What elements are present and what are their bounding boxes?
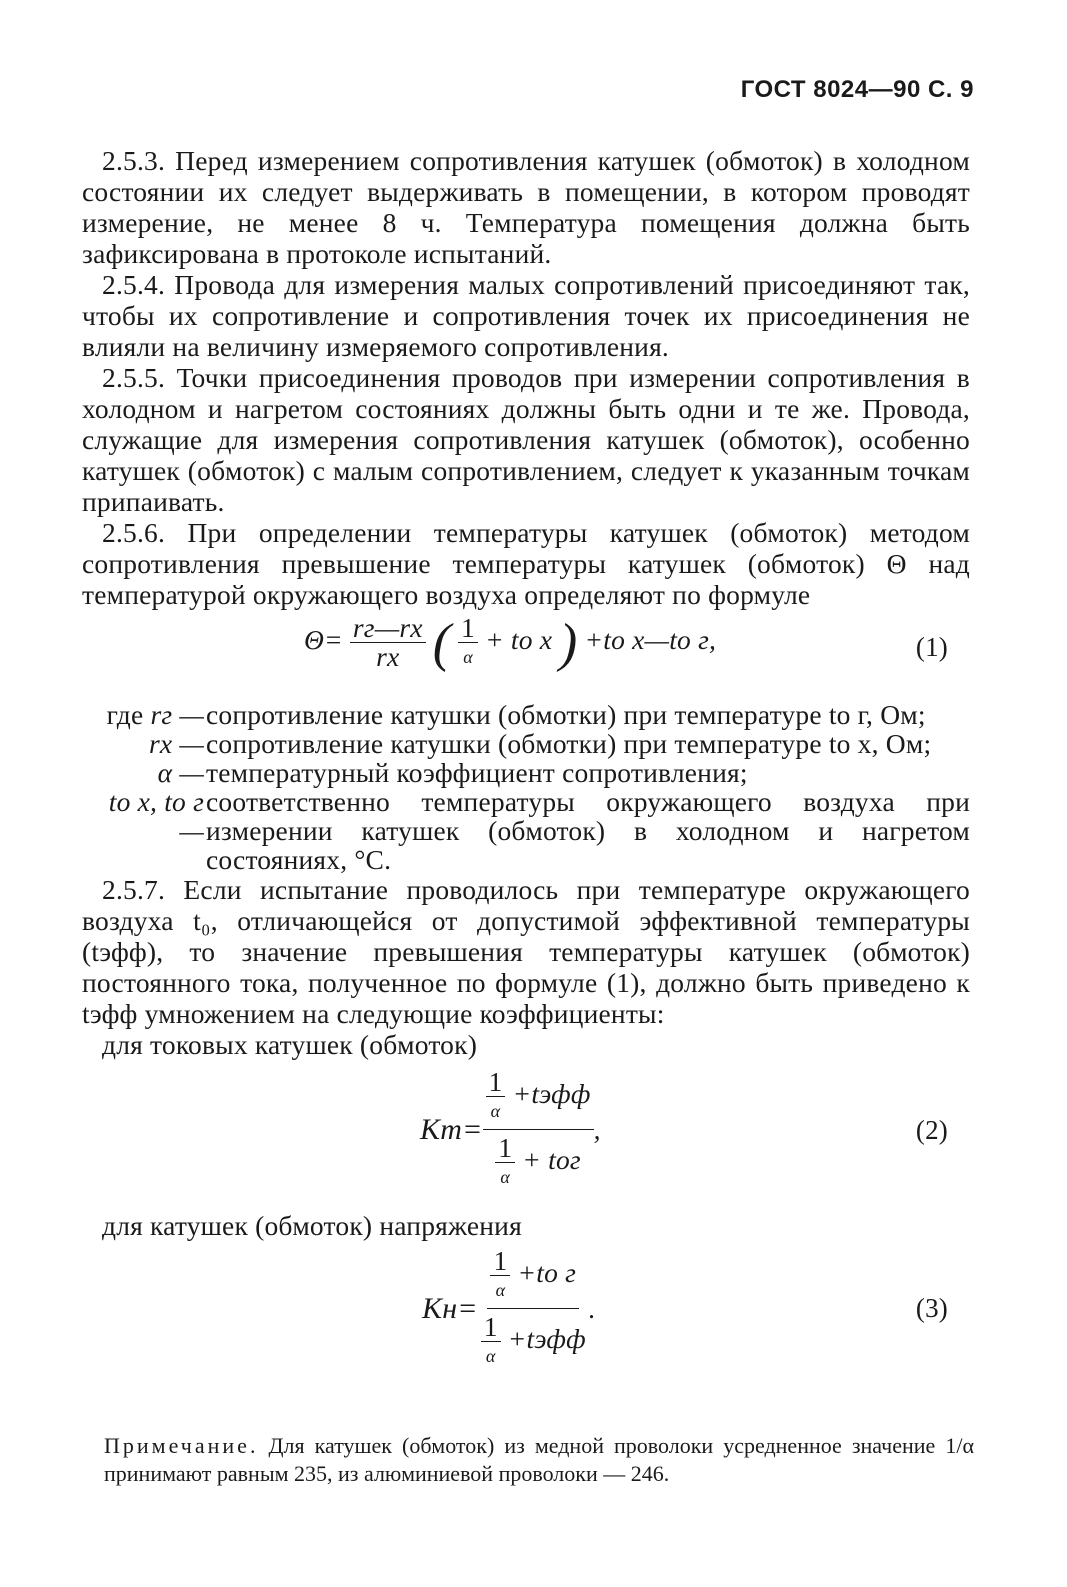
formula-3-lhs: Kн= (422, 1292, 478, 1325)
formula-1-alpha: α (463, 647, 473, 667)
page-header: ГОСТ 8024—90 С. 9 (740, 76, 974, 103)
paragraph-2-5-6: 2.5.6. При определении температуры катушек (обмоток) методом сопротивления превышение температуры катушек (обмоток) Θ над температурой окружающего воздуха определяют по формуле (82, 517, 970, 610)
formula-3-fraction (478, 1247, 589, 1370)
formula-2-denominator (492, 1130, 584, 1191)
definition-text: сопротивление катушки (обмотки) при температуре tо х, Ом; (206, 728, 932, 759)
definition-item (82, 729, 970, 758)
definition-text: сопротивление катушки (обмотки) при температуре tо г, Ом; (206, 699, 926, 730)
formula-1-denominator: rх (376, 641, 400, 672)
formula-1 (82, 610, 970, 696)
formula-2-end: , (593, 1114, 601, 1145)
footnote-text: Для катушек (обмоток) из медной проволоки усредненное значение 1/α принимают равным 235, из алюминиевой проволоки — 246. (104, 1433, 975, 1486)
formula-1-one: 1 (458, 614, 478, 643)
formula-1-numerator: rг—rх (350, 614, 426, 643)
formula-2-num-tail: +tэфф (512, 1077, 591, 1109)
definition-term: tо х, tо г — (108, 786, 204, 846)
definition-text: температурный коэффициент сопротивления; (206, 757, 748, 788)
definition-text: соответственно температуры окружающего воздуха при измерении катушек (обмоток) в холодном и нагретом состояниях, °С. (206, 786, 970, 875)
formula-3-num-tail: +tо г (517, 1256, 577, 1288)
definition-item (82, 758, 970, 787)
current-coils-label: для токовых катушек (обмоток) (102, 1029, 478, 1060)
formula-3-number: (3) (915, 1293, 948, 1323)
formula-1-fraction (350, 614, 426, 671)
formula-2-den-tail: + tог (522, 1143, 581, 1175)
formula-2-num-one: 1 (486, 1068, 506, 1097)
formula-3-den-tail: +tэфф (507, 1322, 586, 1354)
formula-1-number: (1) (915, 632, 948, 662)
definitions-list (82, 700, 970, 874)
voltage-coils-label: для катушек (обмоток) напряжения (102, 1210, 522, 1241)
formula-1-open-paren: ( (432, 612, 451, 673)
formula-3-num-one: 1 (490, 1247, 510, 1276)
paragraph-2-5-3: 2.5.3. Перед измерением сопротивления катушек (обмоток) в холодном состоянии их следует выдерживать в помещении, в котором проводят измерение, не менее 8 ч. Температура помещения должна быть зафиксирована в протоколе испытаний. (82, 145, 970, 269)
formula-1-lhs: Θ= (304, 623, 343, 655)
formula-3-den-inv-alpha (481, 1313, 501, 1370)
definitions-intro: где (106, 699, 144, 730)
footnote (104, 1432, 974, 1488)
definition-term: α — (157, 757, 204, 788)
formula-2-fraction (483, 1068, 594, 1191)
footnote-label: Примечание. (104, 1433, 259, 1458)
formula-2-lhs: Kт= (420, 1113, 483, 1146)
body-text (82, 145, 970, 1383)
formula-2 (82, 1060, 970, 1202)
formula-2-den-one: 1 (495, 1134, 515, 1163)
paragraph-2-5-4: 2.5.4. Провода для измерения малых сопротивлений присоединяют так, чтобы их сопротивление и сопротивления точек их присоединения не влияли на величину измеряемого сопротивления. (82, 269, 970, 362)
formula-2-num-inv-alpha (486, 1068, 506, 1125)
formula-1-plus-tox: + tо х (485, 623, 553, 655)
formula-2-num-alpha: α (490, 1101, 501, 1121)
formula-3-denominator (478, 1309, 589, 1370)
definition-item (82, 787, 970, 874)
formula-3-numerator (487, 1247, 579, 1309)
paragraph-2-5-5: 2.5.5. Точки присоединения проводов при измерении сопротивления в холодном и нагретом состояниях должны быть одни и те же. Провода, служащие для измерения сопротивления катушек (обмоток), особенно катушек (обмоток) с малым сопротивлением, следует к указанным точкам припаивать. (82, 362, 970, 517)
formula-3-num-alpha: α (495, 1280, 506, 1300)
formula-2-number: (2) (915, 1115, 948, 1145)
formula-3-end: . (588, 1293, 596, 1324)
formula-3-den-alpha: α (485, 1346, 496, 1366)
formula-3-num-inv-alpha (490, 1247, 510, 1304)
formula-1-tail: +tо х—tо г, (584, 623, 717, 655)
definition-term: rх — (148, 728, 204, 759)
definition-term: rг — (150, 699, 204, 730)
definition-item (82, 700, 970, 729)
formula-1-inv-alpha (458, 614, 478, 671)
formula-3 (82, 1241, 970, 1383)
formula-1-close-paren: ) (559, 612, 578, 673)
paragraph-2-5-7: 2.5.7. Если испытание проводилось при температуре окружающего воздуха t₀, отличающейся от допустимой эффективной температуры (tэфф), то значение превышения температуры катушек (обмоток) постоянного тока, полученное по формуле (1), должно быть приведено к tэфф умножением на следующие коэффициенты: (82, 874, 970, 1029)
formula-2-numerator (483, 1068, 594, 1130)
formula-2-den-inv-alpha (495, 1134, 515, 1191)
formula-3-den-one: 1 (481, 1313, 501, 1342)
formula-2-den-alpha: α (500, 1167, 511, 1187)
